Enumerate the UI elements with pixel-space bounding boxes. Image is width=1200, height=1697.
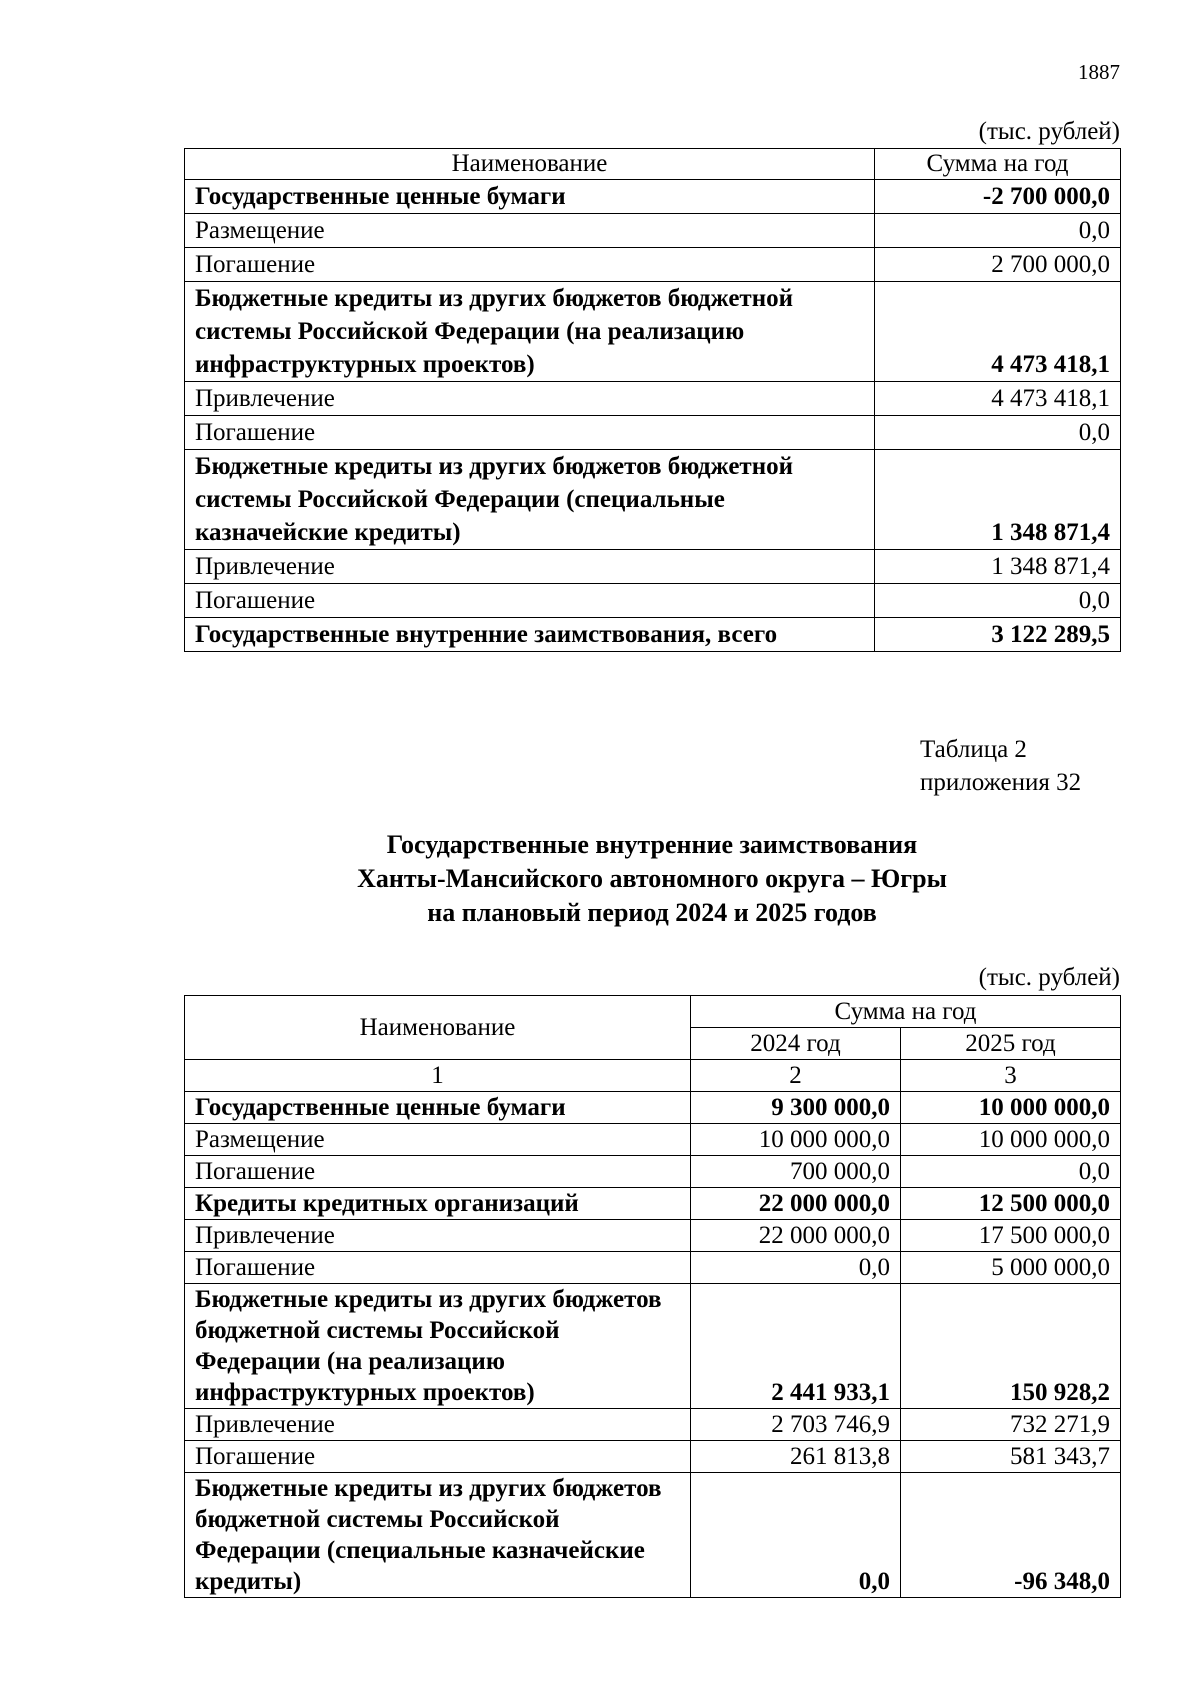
table2-units: (тыс. рублей)	[978, 964, 1120, 991]
table1-body	[185, 180, 1121, 652]
row-value: -2 700 000,0	[875, 180, 1121, 214]
table1-units: (тыс. рублей)	[978, 118, 1120, 145]
table-row	[185, 1156, 1121, 1188]
row-value-2025: 12 500 000,0	[901, 1188, 1121, 1220]
row-name: Погашение	[185, 1441, 691, 1473]
row-name: Погашение	[185, 1156, 691, 1188]
row-name: Привлечение	[185, 550, 875, 584]
table-row	[185, 618, 1121, 652]
row-value: 4 473 418,1	[875, 382, 1121, 416]
row-name: Привлечение	[185, 1409, 691, 1441]
row-name: Привлечение	[185, 1220, 691, 1252]
row-value: 3 122 289,5	[875, 618, 1121, 652]
row-name: Погашение	[185, 1252, 691, 1284]
row-value-2024: 0,0	[691, 1473, 901, 1598]
table-row	[185, 1473, 1121, 1598]
table-row	[185, 1124, 1121, 1156]
row-value-2024: 2 441 933,1	[691, 1284, 901, 1409]
row-value: 2 700 000,0	[875, 248, 1121, 282]
row-value-2025: -96 348,0	[901, 1473, 1121, 1598]
row-name: Государственные ценные бумаги	[185, 180, 875, 214]
column-number-row	[185, 1060, 1121, 1092]
table-row	[185, 1092, 1121, 1124]
column-number: 2	[691, 1060, 901, 1092]
row-value-2024: 0,0	[691, 1252, 901, 1284]
row-name: Погашение	[185, 248, 875, 282]
row-name: Погашение	[185, 584, 875, 618]
borrowings-table-2023	[184, 148, 1121, 652]
row-value-2024: 9 300 000,0	[691, 1092, 901, 1124]
table-row	[185, 1252, 1121, 1284]
row-value-2024: 700 000,0	[691, 1156, 901, 1188]
header-name: Наименование	[185, 149, 875, 180]
page-number: 1887	[1078, 60, 1120, 84]
header-sum: Сумма на год	[875, 149, 1121, 180]
column-number: 3	[901, 1060, 1121, 1092]
table-row	[185, 1441, 1121, 1473]
row-value-2024: 10 000 000,0	[691, 1124, 901, 1156]
table-row	[185, 214, 1121, 248]
table-reference	[920, 733, 1081, 799]
row-value: 1 348 871,4	[875, 450, 1121, 550]
table-row	[185, 1284, 1121, 1409]
row-value-2025: 17 500 000,0	[901, 1220, 1121, 1252]
row-name: Бюджетные кредиты из других бюджетов бюджетной системы Российской Федерации (специальные казначейские кредиты)	[185, 1473, 691, 1598]
row-value-2024: 2 703 746,9	[691, 1409, 901, 1441]
table-row	[185, 180, 1121, 214]
header-year-2025: 2025 год	[901, 1028, 1121, 1060]
table-row	[185, 1409, 1121, 1441]
title-line: Ханты-Мансийского автономного округа – Югры	[357, 864, 947, 893]
header-year-2024: 2024 год	[691, 1028, 901, 1060]
table-row	[185, 550, 1121, 584]
table-row	[185, 282, 1121, 382]
title-line: на плановый период 2024 и 2025 годов	[427, 898, 877, 927]
row-name: Размещение	[185, 1124, 691, 1156]
table-row	[185, 1220, 1121, 1252]
row-name: Государственные ценные бумаги	[185, 1092, 691, 1124]
table-header-row	[185, 996, 1121, 1028]
row-name: Размещение	[185, 214, 875, 248]
table-row	[185, 584, 1121, 618]
row-name: Государственные внутренние заимствования, всего	[185, 618, 875, 652]
row-name: Бюджетные кредиты из других бюджетов бюджетной системы Российской Федерации (на реализацию инфраструктурных проектов)	[185, 282, 875, 382]
row-value: 4 473 418,1	[875, 282, 1121, 382]
table-row	[185, 382, 1121, 416]
row-value: 1 348 871,4	[875, 550, 1121, 584]
row-value: 0,0	[875, 214, 1121, 248]
row-name: Бюджетные кредиты из других бюджетов бюджетной системы Российской Федерации (специальные казначейские кредиты)	[185, 450, 875, 550]
table-row	[185, 450, 1121, 550]
table-header-row	[185, 149, 1121, 180]
title-line: Государственные внутренние заимствования	[386, 830, 918, 859]
row-value-2024: 22 000 000,0	[691, 1188, 901, 1220]
row-value-2025: 10 000 000,0	[901, 1124, 1121, 1156]
table-reference-line: приложения 32	[920, 769, 1082, 796]
table2-body	[185, 1092, 1121, 1598]
header-sum: Сумма на год	[691, 996, 1121, 1028]
row-value-2025: 581 343,7	[901, 1441, 1121, 1473]
column-number: 1	[185, 1060, 691, 1092]
row-value-2025: 10 000 000,0	[901, 1092, 1121, 1124]
row-value-2025: 0,0	[901, 1156, 1121, 1188]
table-row	[185, 1188, 1121, 1220]
table-reference-line: Таблица 2	[920, 736, 1027, 763]
row-name: Погашение	[185, 416, 875, 450]
row-value: 0,0	[875, 584, 1121, 618]
row-name: Привлечение	[185, 382, 875, 416]
row-value: 0,0	[875, 416, 1121, 450]
borrowings-table-2024-2025	[184, 995, 1121, 1598]
row-value-2025: 150 928,2	[901, 1284, 1121, 1409]
row-name: Бюджетные кредиты из других бюджетов бюджетной системы Российской Федерации (на реализацию инфраструктурных проектов)	[185, 1284, 691, 1409]
table-row	[185, 416, 1121, 450]
header-name: Наименование	[185, 996, 691, 1060]
row-value-2024: 22 000 000,0	[691, 1220, 901, 1252]
row-value-2025: 5 000 000,0	[901, 1252, 1121, 1284]
row-value-2024: 261 813,8	[691, 1441, 901, 1473]
table-row	[185, 248, 1121, 282]
row-value-2025: 732 271,9	[901, 1409, 1121, 1441]
section-title	[184, 828, 1120, 930]
row-name: Кредиты кредитных организаций	[185, 1188, 691, 1220]
